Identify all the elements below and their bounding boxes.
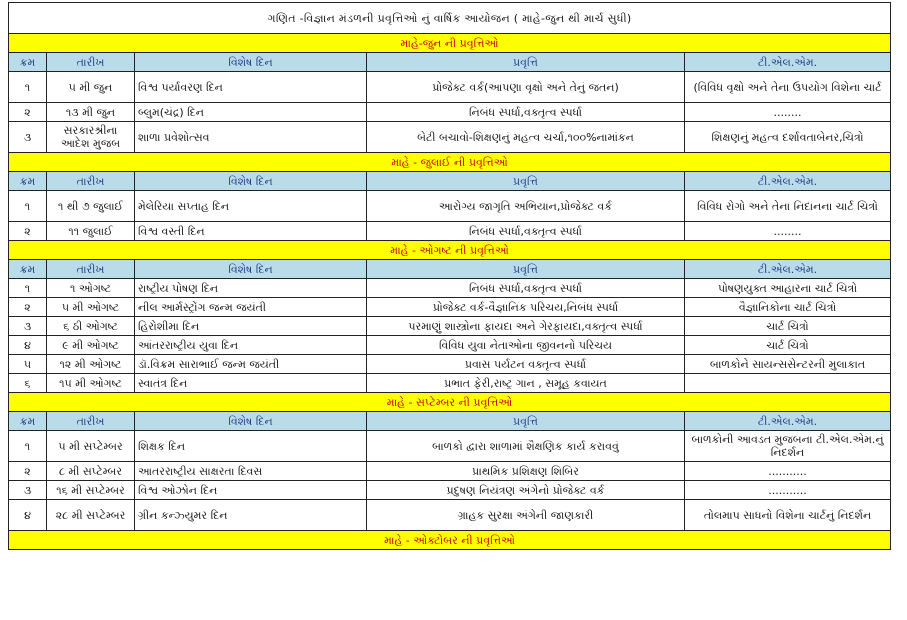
special-day-cell: હિરોશીમા દિન <box>135 317 367 336</box>
serial-cell: ૫ <box>9 355 47 374</box>
tlm-header: ટી.એલ.એમ. <box>685 53 891 72</box>
month-row <box>9 34 891 53</box>
date-cell: ૫ મી જુન <box>47 72 135 103</box>
column-header-row <box>9 260 891 279</box>
table-row <box>9 317 891 336</box>
special-day-cell: સ્વાતંત્ર દિન <box>135 374 367 393</box>
month-label: માહે - જુલાઈ ની પ્રવૃત્તિઓ <box>9 153 891 172</box>
serial-header: ક્રમ <box>9 412 47 431</box>
date-cell: ૧૨ મી ઓગષ્ટ <box>47 355 135 374</box>
serial-cell: ૬ <box>9 374 47 393</box>
activity-cell: પ્રવાસ પર્યટન વક્તૃત્વ સ્પર્ધા <box>367 355 685 374</box>
tlm-cell: ........... <box>685 481 891 500</box>
activity-cell: પ્રોજેક્ટ વર્ક(આપણા વૃક્ષો અને તેનું જતન) <box>367 72 685 103</box>
special-day-cell: શાળા પ્રવેશોત્સવ <box>135 122 367 153</box>
activity-header: પ્રવૃત્તિ <box>367 53 685 72</box>
month-label: માહે-જુન ની પ્રવૃત્તિઓ <box>9 34 891 53</box>
tlm-cell: વિવિધ રોગો અને તેના નિદાનના ચાર્ટ ચિત્રો <box>685 191 891 222</box>
tlm-cell: ચાર્ટ ચિત્રો <box>685 317 891 336</box>
tlm-cell: ........ <box>685 222 891 241</box>
month-label: માહે - સપ્ટેમ્બર ની પ્રવૃત્તિઓ <box>9 393 891 412</box>
date-cell: ૧ ઓગષ્ટ <box>47 279 135 298</box>
date-cell: ૧ થી ૭ જુલાઈ <box>47 191 135 222</box>
special-day-cell: આંતરરાષ્ટ્રીય યુવા દિન <box>135 336 367 355</box>
activity-cell: ગ્રાહક સુરક્ષા અંગેની જાણકારી <box>367 500 685 531</box>
tlm-cell: બાળકોને સાયન્સસેન્ટરની મુલાકાત <box>685 355 891 374</box>
special-day-header: વિશેષ દિન <box>135 260 367 279</box>
date-cell: ૮ મી સપ્ટેમ્બર <box>47 462 135 481</box>
special-day-cell: ગ્રીન કન્ઝ્યુમર દિન <box>135 500 367 531</box>
activity-cell: પ્રોજેક્ટ વર્ક-વૈજ્ઞાનિક પરિચય,નિબંધ સ્પર્ધા <box>367 298 685 317</box>
serial-header: ક્રમ <box>9 260 47 279</box>
special-day-cell: ડૉ.વિક્રમ સારાભાઈ જન્મ જયંતી <box>135 355 367 374</box>
serial-cell: ૪ <box>9 500 47 531</box>
month-label: માહે - ઓગષ્ટ ની પ્રવૃત્તિઓ <box>9 241 891 260</box>
date-cell: ૧૫ મી ઓગષ્ટ <box>47 374 135 393</box>
activity-cell: નિબંધ સ્પર્ધા,વક્તૃત્વ સ્પર્ધા <box>367 222 685 241</box>
serial-cell: ૩ <box>9 317 47 336</box>
special-day-header: વિશેષ દિન <box>135 412 367 431</box>
serial-cell: ૨ <box>9 462 47 481</box>
date-cell: ૨૮ મી સપ્ટેમ્બર <box>47 500 135 531</box>
activity-header: પ્રવૃત્તિ <box>367 172 685 191</box>
table-row <box>9 103 891 122</box>
table-row <box>9 481 891 500</box>
serial-cell: ૧ <box>9 191 47 222</box>
tlm-cell: ચાર્ટ ચિત્રો <box>685 336 891 355</box>
month-row <box>9 393 891 412</box>
table-row <box>9 500 891 531</box>
date-header: તારીખ <box>47 260 135 279</box>
special-day-cell: મેલેરિયા સપ્તાહ દિન <box>135 191 367 222</box>
tlm-cell: શિક્ષણનું મહત્વ દર્શાવતાબેનર,ચિત્રો <box>685 122 891 153</box>
activity-cell: પ્રભાત ફેરી,રાષ્ટ્ર ગાન , સમૂહ કવાયત <box>367 374 685 393</box>
special-day-header: વિશેષ દિન <box>135 53 367 72</box>
serial-cell: ૨ <box>9 298 47 317</box>
activity-plan-table <box>8 2 891 550</box>
date-cell: ૫ મી સપ્ટેમ્બર <box>47 431 135 462</box>
serial-cell: ૧ <box>9 279 47 298</box>
tlm-header: ટી.એલ.એમ. <box>685 260 891 279</box>
date-cell: ૧૬ મી સપ્ટેમ્બર <box>47 481 135 500</box>
column-header-row <box>9 412 891 431</box>
tlm-cell: ........ <box>685 103 891 122</box>
date-cell: ૫ મી ઓગષ્ટ <box>47 298 135 317</box>
month-row <box>9 241 891 260</box>
tlm-cell: તોલમાપ સાધનો વિશેના ચાર્ટનું નિદર્શન <box>685 500 891 531</box>
date-cell: ૯ મી ઓગષ્ટ <box>47 336 135 355</box>
table-row <box>9 462 891 481</box>
serial-cell: ૨ <box>9 222 47 241</box>
special-day-cell: આતરરાષ્ટ્રીય સાક્ષરતા દિવસ <box>135 462 367 481</box>
table-row <box>9 298 891 317</box>
serial-cell: ૧ <box>9 431 47 462</box>
date-header: તારીખ <box>47 412 135 431</box>
tlm-cell: પોષણયુક્ત આહારના ચાર્ટ ચિત્રો <box>685 279 891 298</box>
activity-cell: પરમાણું શાસ્ત્રોના ફાયદા અને ગેરફાયદા,વક્તૃત્વ સ્પર્ધા <box>367 317 685 336</box>
activity-header: પ્રવૃત્તિ <box>367 260 685 279</box>
special-day-cell: શિક્ષક દિન <box>135 431 367 462</box>
special-day-cell: વિશ્વ વસ્તી દિન <box>135 222 367 241</box>
activity-cell: પ્રાથમિક પ્રશિક્ષણ શિબિર <box>367 462 685 481</box>
date-header: તારીખ <box>47 53 135 72</box>
month-row <box>9 531 891 550</box>
table-row <box>9 122 891 153</box>
serial-cell: ૨ <box>9 103 47 122</box>
table-row <box>9 374 891 393</box>
date-cell: ૧૩ મી જુન <box>47 103 135 122</box>
serial-cell: ૧ <box>9 72 47 103</box>
tlm-cell: ........... <box>685 462 891 481</box>
table-row <box>9 72 891 103</box>
activity-cell: નિબંધ સ્પર્ધા,વક્તૃત્વ સ્પર્ધા <box>367 279 685 298</box>
date-cell: ૬ ઠી ઓગષ્ટ <box>47 317 135 336</box>
table-row <box>9 355 891 374</box>
special-day-cell: વિશ્વ ઓઝોન દિન <box>135 481 367 500</box>
tlm-cell: (વિવિધ વૃક્ષો અને તેના ઉપયોગ વિશેના ચાર્ટ <box>685 72 891 103</box>
month-label: માહે - ઓક્ટોબર ની પ્રવૃત્તિઓ <box>9 531 891 550</box>
activity-cell: નિબંધ સ્પર્ધા,વક્તૃત્વ સ્પર્ધા <box>367 103 685 122</box>
special-day-header: વિશેષ દિન <box>135 172 367 191</box>
date-cell: ૧૧ જુલાઈ <box>47 222 135 241</box>
serial-header: ક્રમ <box>9 53 47 72</box>
activity-cell: આરોગ્ય જાગૃતિ અભિયાન,પ્રોજેક્ટ વર્ક <box>367 191 685 222</box>
table-row <box>9 222 891 241</box>
date-cell: સરકારશ્રીના આદેશ મુજબ <box>47 122 135 153</box>
special-day-cell: વિશ્વ પર્યાવરણ દિન <box>135 72 367 103</box>
tlm-cell <box>685 374 891 393</box>
activity-cell: બેટી બચાવો-શિક્ષણનું મહત્વ ચર્ચા,૧૦૦%નામાંકન <box>367 122 685 153</box>
activity-header: પ્રવૃત્તિ <box>367 412 685 431</box>
serial-cell: ૩ <box>9 122 47 153</box>
tlm-header: ટી.એલ.એમ. <box>685 172 891 191</box>
table-row <box>9 191 891 222</box>
table-row <box>9 279 891 298</box>
table-row <box>9 431 891 462</box>
activity-cell: બાળકો દ્વારા શાળામાં શૈક્ષણિક કાર્ય કરાવવું <box>367 431 685 462</box>
special-day-cell: બ્લુમ(ચંદ્ર) દિન <box>135 103 367 122</box>
activity-cell: પ્રદુષણ નિયંત્રણ અંગેનો પ્રોજેક્ટ વર્ક <box>367 481 685 500</box>
page-title: ગણિત -વિજ્ઞાન મંડળની પ્રવૃત્તિઓ નું વાર્ષિક આયોજન ( માહે-જુન થી માર્ચ સુધી) <box>9 3 891 34</box>
special-day-cell: નીલ આર્મસ્ટ્રોંગ જન્મ જયંતી <box>135 298 367 317</box>
tlm-cell: વૈજ્ઞાનિકોના ચાર્ટ ચિત્રો <box>685 298 891 317</box>
month-row <box>9 153 891 172</box>
tlm-header: ટી.એલ.એમ. <box>685 412 891 431</box>
title-row <box>9 3 891 34</box>
special-day-cell: રાષ્ટ્રીય પોષણ દિન <box>135 279 367 298</box>
activity-cell: વિવિધ યુવા નેતાઓના જીવનનો પરિચય <box>367 336 685 355</box>
serial-header: ક્રમ <box>9 172 47 191</box>
tlm-cell: બાળકોની આવડત મુજબના ટી.એલ.એમ.નું નિદર્શન <box>685 431 891 462</box>
serial-cell: ૩ <box>9 481 47 500</box>
column-header-row <box>9 53 891 72</box>
serial-cell: ૪ <box>9 336 47 355</box>
table-row <box>9 336 891 355</box>
date-header: તારીખ <box>47 172 135 191</box>
column-header-row <box>9 172 891 191</box>
